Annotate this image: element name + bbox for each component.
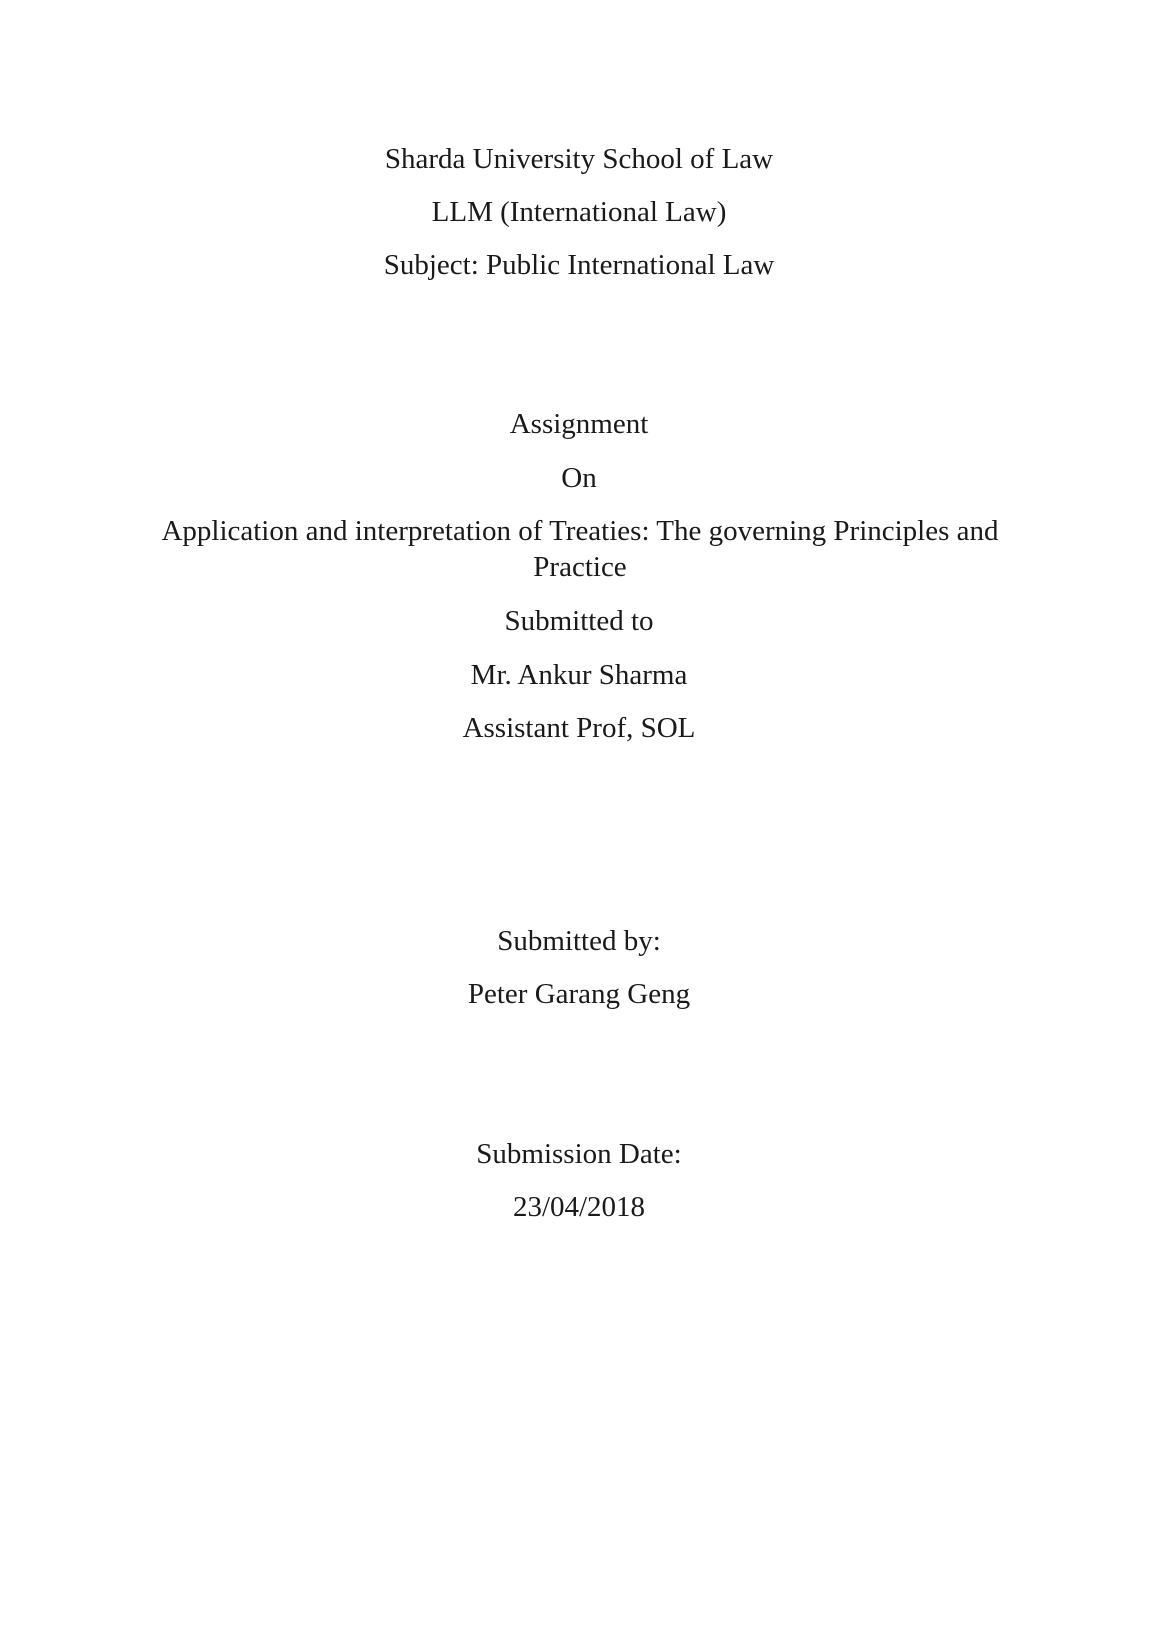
submission-date: 23/04/2018 [512, 1191, 646, 1223]
institution-name: Sharda University School of Law [384, 143, 774, 175]
assignment-title: Application and interpretation of Treaties: The governing Principles and Practice [161, 515, 999, 583]
submitted-by-label: Submitted by: [497, 925, 661, 957]
assignment-label: Assignment [509, 408, 649, 440]
supervisor-name: Mr. Ankur Sharma [470, 659, 688, 691]
supervisor-designation: Assistant Prof, SOL [462, 712, 696, 744]
submitted-to-label: Submitted to [504, 605, 654, 637]
submission-date-label: Submission Date: [476, 1138, 682, 1170]
subject-line: Subject: Public International Law [383, 249, 775, 281]
program-name: LLM (International Law) [431, 196, 727, 228]
student-name: Peter Garang Geng [467, 978, 691, 1010]
assignment-connector: On [561, 462, 597, 494]
